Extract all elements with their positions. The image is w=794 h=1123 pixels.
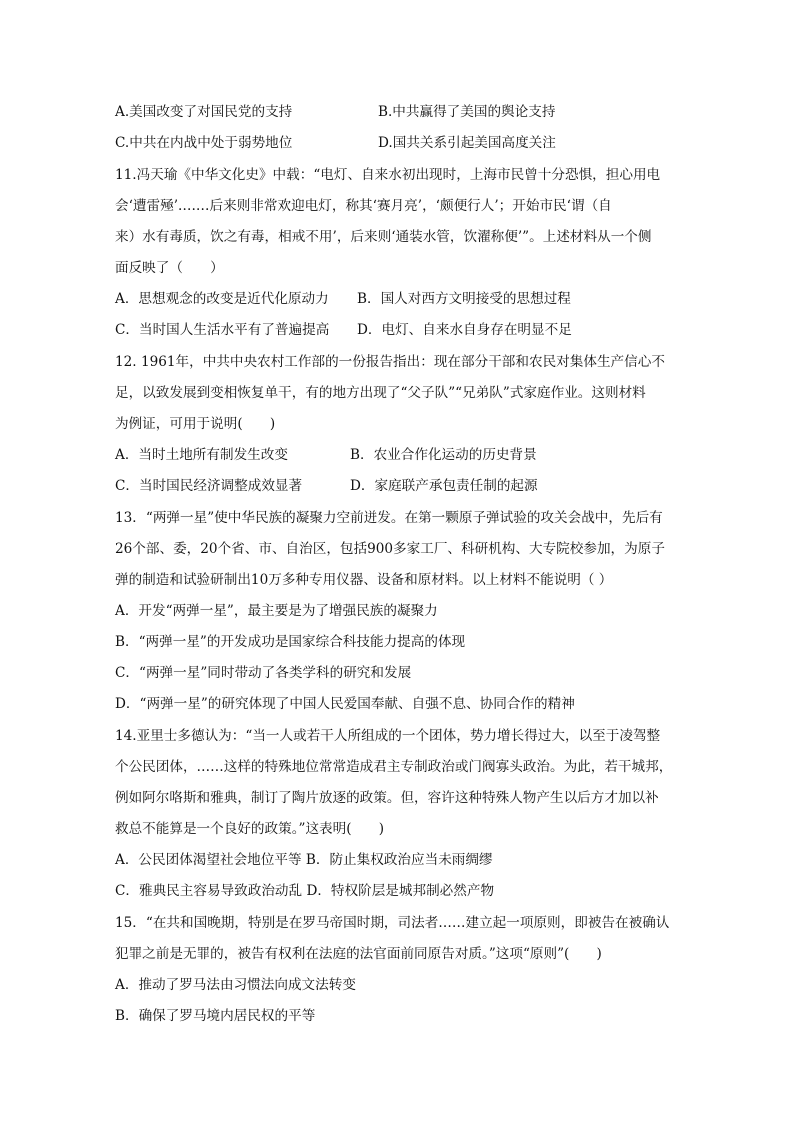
q15-option-a: A．推动了罗马法由习惯法向成文法转变 (115, 977, 356, 993)
q11-stem-line-3: 来）水有毒质，饮之有毒，相戒不用’，后来则‘通装水管，饮濯称便’”。上述材料从一个侧 (115, 229, 652, 245)
q13-stem-line-3: 弹的制造和试验研制出10万多种专用仪器、设备和原材料。以上材料不能说明（ ） (115, 572, 613, 588)
q14-stem-line-1: 14.亚里士多德认为：“当一人或若干人所组成的一个团体，势力增长得过大，以至于凌驾整 (115, 728, 661, 744)
q15-stem-line-2: 犯罪之前是无罪的，被告有权利在法庭的法官面前同原告对质。”这项“原则”( ) (115, 946, 602, 962)
q11-stem-line-4: 面反映了（ ） (115, 260, 224, 276)
q15-option-b: B．确保了罗马境内居民权的平等 (115, 1008, 316, 1024)
q13-stem-line-1: 13．“两弹一星”使中华民族的凝聚力空前迸发。在第一颗原子弹试验的攻关会战中，先后有 (115, 510, 663, 526)
q13-option-b: B．“两弹一星”的开发成功是国家综合科技能力提高的体现 (115, 634, 466, 650)
q14-options-cd: C．雅典民主容易导致政治动乱 D．特权阶层是城邦制必然产物 (115, 883, 495, 899)
q15-stem-line-1: 15．“在共和国晚期，特别是在罗马帝国时期，司法者……建立起一项原则，即被告在被确认 (115, 915, 670, 931)
q14-stem-line-4: 救总不能算是一个良好的政策。”这表明( ) (115, 821, 385, 837)
q12-stem-line-1: 12. 1961年，中共中央农村工作部的一份报告指出：现在部分干部和农民对集体生产信心不 (115, 354, 665, 370)
q11-option-a: A．思想观念的改变是近代化原动力 (115, 291, 329, 307)
q13-option-d: D．“两弹一星”的研究体现了中国人民爱国奉献、自强不息、协同合作的精神 (115, 696, 575, 712)
q12-stem-line-3: 为例证，可用于说明( ) (115, 416, 276, 432)
q12-option-d: D．家庭联产承包责任制的起源 (350, 478, 538, 494)
q10-option-b: B.中共赢得了美国的舆论支持 (378, 104, 556, 120)
q11-stem-line-2: 会‘遭雷殛’.……后来则非常欢迎电灯，称其‘赛月亮’，‘颇便行人’；开始市民‘谓（自 (115, 198, 612, 214)
q11-option-c: C．当时国人生活水平有了普遍提高 (115, 322, 330, 338)
q12-option-a: A．当时土地所有制发生改变 (115, 447, 288, 463)
q12-option-c: C．当时国民经济调整成效显著 (115, 478, 303, 494)
q14-stem-line-2: 个公民团体，……这样的特殊地位常常造成君主专制政治或门阀寡头政治。为此，若干城邦， (115, 759, 673, 775)
q10-option-d: D.国共关系引起美国高度关注 (378, 135, 556, 151)
q13-option-c: C．“两弹一星”同时带动了各类学科的研究和发展 (115, 665, 412, 681)
q13-stem-line-2: 26个部、委，20个省、市、自治区，包括900多家工厂、科研机构、大专院校参加，为原子 (115, 541, 665, 557)
q14-stem-line-3: 例如阿尔咯斯和雅典，制订了陶片放逐的政策。但，容许这种特殊人物产生以后方才加以补 (115, 790, 659, 806)
q11-option-d: D．电灯、自来水自身存在明显不足 (357, 322, 572, 338)
q13-option-a: A．开发“两弹一星”，最主要是为了增强民族的凝聚力 (115, 603, 438, 619)
q10-option-c: C.中共在内战中处于弱势地位 (115, 135, 293, 151)
q11-stem-line-1: 11.冯天瑜《中华文化史》中载：“电灯、自来水初出现时，上海市民曾十分恐惧，担心用电 (115, 167, 661, 183)
q10-option-a: A.美国改变了对国民党的支持 (115, 104, 293, 120)
q12-option-b: B．农业合作化运动的历史背景 (350, 447, 537, 463)
q12-stem-line-2: 足，以致发展到变相恢复单干，有的地方出现了“父子队”“兄弟队”式家庭作业。这则材料 (115, 385, 646, 401)
q14-options-ab: A．公民团体渴望社会地位平等 B．防止集权政治应当未雨绸缪 (115, 852, 493, 868)
q11-option-b: B．国人对西方文明接受的思想过程 (357, 291, 571, 307)
